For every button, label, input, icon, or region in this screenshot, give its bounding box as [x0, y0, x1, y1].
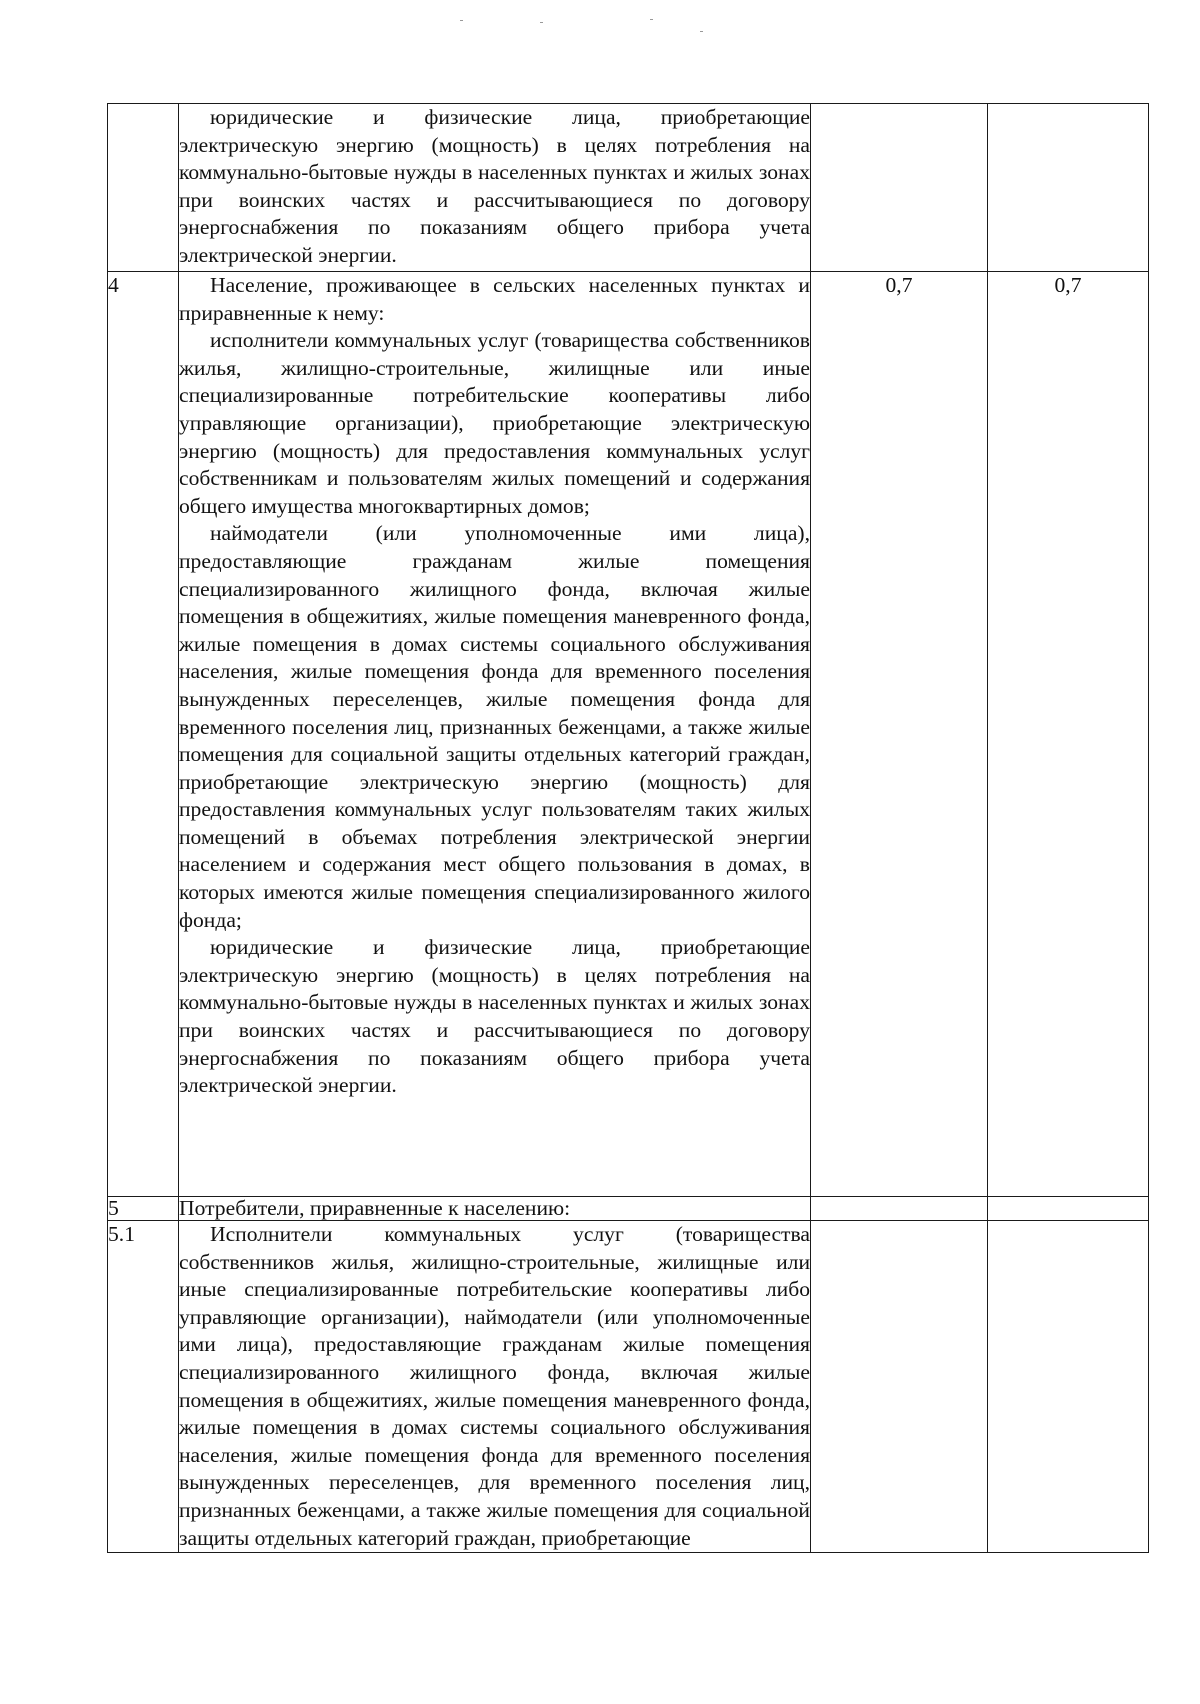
description-intro: Население, проживающее в сельских населенных пунктах и приравненные к нему: [179, 273, 810, 325]
description-paragraph: исполнители коммунальных услуг (товарищества собственников жилья, жилищно-строительные, жилищные или иные специализированные потребительские кооперативы либо управляющие организации), приобретающие электрическую энергию (мощность) для предоставления коммунальных услуг собственникам и пользователям жилых помещений и содержания общего имущества многоквартирных домов; [179, 328, 810, 518]
row-number: 5.1 [108, 1221, 179, 1553]
row-description [179, 104, 811, 272]
value-column-2 [988, 1197, 1149, 1221]
row-description [179, 272, 811, 1197]
tariff-table [107, 103, 1149, 1553]
row-description [179, 1221, 811, 1553]
table-row-5 [108, 1197, 1149, 1221]
value-column-1 [811, 1221, 988, 1553]
row-number: 4 [108, 272, 179, 1197]
row-description [179, 1197, 811, 1221]
value-column-1: 0,7 [811, 272, 988, 1197]
table-row-5-1 [108, 1221, 1149, 1553]
row-number: 5 [108, 1197, 179, 1221]
row-number [108, 104, 179, 272]
scan-artifact [650, 19, 653, 20]
value-column-1 [811, 1197, 988, 1221]
table-row-continued [108, 104, 1149, 272]
description-paragraph: Потребители, приравненные к населению: [179, 1196, 571, 1220]
value-column-2: 0,7 [988, 272, 1149, 1197]
scan-artifact [700, 31, 703, 32]
description-paragraph: юридические и физические лица, приобретающие электрическую энергию (мощность) в целях потребления на коммунально-бытовые нужды в населенных пунктах и жилых зонах при воинских частях и рассчитывающиеся по договору энергоснабжения по показаниям общего прибора учета электрической энергии. [179, 935, 810, 1098]
value-column-2 [988, 1221, 1149, 1553]
scan-artifact [540, 22, 543, 23]
value-column-2 [988, 104, 1149, 272]
description-paragraph: юридические и физические лица, приобретающие электрическую энергию (мощность) в целях потребления на коммунально-бытовые нужды в населенных пунктах и жилых зонах при воинских частях и рассчитывающиеся по договору энергоснабжения по показаниям общего прибора учета электрической энергии. [179, 105, 810, 267]
description-paragraph: Исполнители коммунальных услуг (товарищества собственников жилья, жилищно-строительные, жилищные или иные специализированные потребительские кооперативы либо управляющие организации), наймодатели (или уполномоченные ими лица), предоставляющие гражданам жилые помещения специализированного жилищного фонда, включая жилые помещения в общежитиях, жилые помещения маневренного фонда, жилые помещения в домах системы социального обслуживания населения, жилые помещения фонда для временного поселения вынужденных переселенцев, для временного поселения лиц, признанных беженцами, а также жилые помещения для социальной защиты отдельных категорий граждан, приобретающие [179, 1222, 810, 1550]
table-row-4 [108, 272, 1149, 1197]
scan-artifact [460, 20, 463, 21]
value-column-1 [811, 104, 988, 272]
description-paragraph: наймодатели (или уполномоченные ими лица), предоставляющие гражданам жилые помещения специализированного жилищного фонда, включая жилые помещения в общежитиях, жилые помещения маневренного фонда, жилые помещения в домах системы социального обслуживания населения, жилые помещения фонда для временного поселения вынужденных переселенцев, жилые помещения фонда для временного поселения лиц, признанных беженцами, а также жилые помещения для социальной защиты отдельных категорий граждан, приобретающие электрическую энергию (мощность) для предоставления коммунальных услуг пользователям таких жилых помещений в объемах потребления электрической энергии населением и содержания мест общего пользования в домах, в которых имеются жилые помещения специализированного жилого фонда; [179, 521, 810, 932]
